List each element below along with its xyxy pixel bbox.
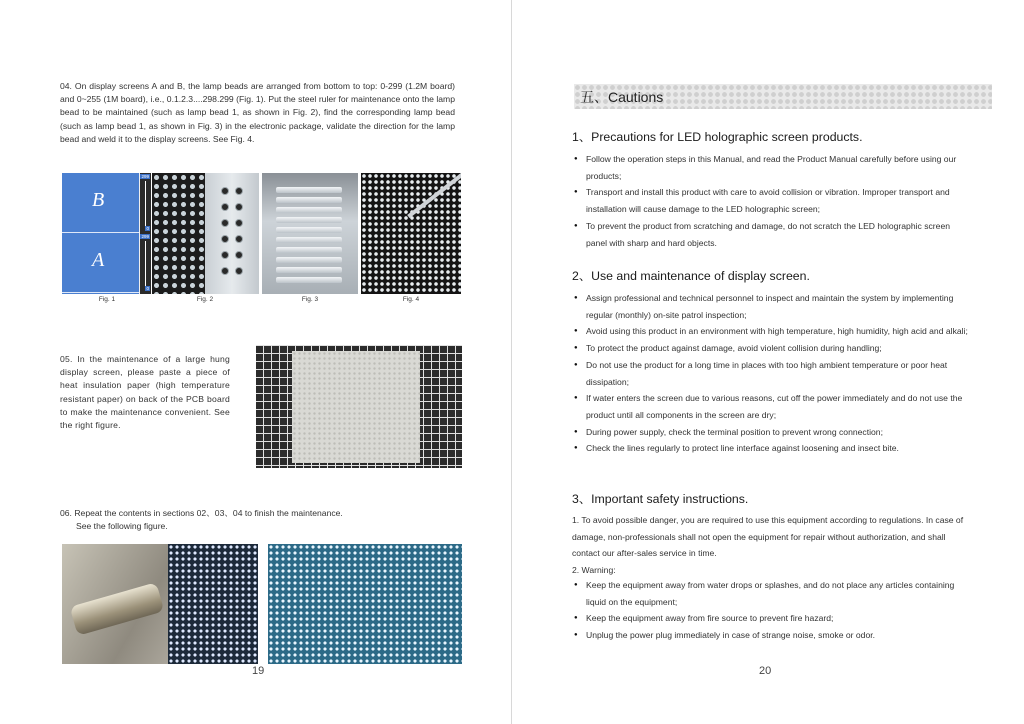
steel-ruler [205,173,259,294]
screen-b [62,173,139,233]
figure-1-diagram [62,173,151,294]
heading-safety: 3、Important safety instructions. [572,492,749,506]
list-item: ● Transport and install this product with care to avoid collision or vibration. Improper transport and installation will cause damage to the LED holographic screen; [574,184,964,217]
list-item: ● During power supply, check the terminal position to prevent wrong connection; [574,424,969,441]
list-item: ● If water enters the screen due to various reasons, cut off the power immediately and do not use the product until all components in the screen are dry; [574,390,969,423]
caption-fig-1: Fig. 1 [98,296,116,303]
figure-screen-photo [268,544,462,664]
list-item: ● Keep the equipment away from fire source to prevent fire hazard; [574,610,966,627]
section-title-band [574,84,992,109]
list-item: ● Follow the operation steps in this Manual, and read the Product Manual carefully before using our products; [574,151,964,184]
tag-299-mid: 299 [141,234,149,239]
screen-a [62,233,139,293]
list-item: ● To prevent the product from scratching and damage, do not scratch the LED holographic screen panel with sharp and hard objects. [574,218,964,251]
tag-299-top: 299 [141,174,149,179]
screen-b-label: B [92,189,105,211]
precautions-list [574,151,964,251]
list-item: ● Assign professional and technical personnel to inspect and maintain the system by implementing regular (monthly) on-site patrol inspection; [574,290,969,323]
list-item: ● Unplug the power plug immediately in case of strange noise, smoke or odor. [574,627,966,644]
list-item: ● To protect the product against damage, avoid violent collision during handling; [574,340,969,357]
page-number-20: 20 [759,665,772,677]
screen-a-label: A [92,249,105,271]
figure-2-photo [152,173,259,294]
list-item: ● Keep the equipment away from water drops or splashes, and do not place any articles containing liquid on the equipment; [574,577,966,610]
list-item: ● Avoid using this product in an environment with high temperature, high humidity, high acid and alkali; [574,323,969,340]
paragraph-05: 05. In the maintenance of a large hung display screen, please paste a piece of heat insulation paper (high temperature resistant paper) on back of the PCB board to make the maintenance convenient. See the right figure. [60,354,230,431]
page-number-19: 19 [252,665,265,677]
soldering-tool [70,582,165,636]
list-item: ● Do not use the product for a long time in places with too high ambient temperature or poor heat dissipation; [574,357,969,390]
figure-heat-insulation-photo [256,345,462,468]
caption-fig-4: Fig. 4 [402,296,420,303]
maintenance-list [574,290,969,457]
tag-0-bottom: 0 [146,286,149,291]
safety-warning-label: 2. Warning: [572,565,616,575]
caption-fig-2: Fig. 2 [196,296,214,303]
paragraph-04: 04. On display screens A and B, the lamp beads are arranged from bottom to top: 0-299 (1.2M board) and 0~255 (1M board), i.e., 0.1.2.3....298.299 (Fig. 1). Put the steel ruler for maintenance onto the lamp bead to be maintained (such as lamp bead 1, as shown in Fig. 2), find the corresponding lamp bead (such as lamp bead 1, as shown in Fig. 3) in the electronic package, validate the direction for the lamp bead and weld it to the display screens. See Fig. 4. [60,81,455,144]
list-item: ● Check the lines regularly to protect line interface against loosening and insect bite. [574,440,969,457]
heading-use-maintenance: 2、Use and maintenance of display screen. [572,269,810,283]
figure-3-photo [262,173,358,294]
figure-soldering-photo [62,544,258,664]
figure-4-photo [361,173,461,294]
tag-0-mid: 0 [146,226,149,231]
paragraph-06: 06. Repeat the contents in sections 02、03、04 to finish the maintenance. [60,508,343,518]
section-title: 五、Cautions [580,89,664,105]
safety-paragraph-1: 1. To avoid possible danger, you are required to use this equipment according to regulations. In case of damage, non-professionals shall not open the equipment for repair without authorization, and shall contact our after-sales service in time. [572,515,964,558]
caption-fig-3: Fig. 3 [301,296,319,303]
warning-list [574,577,966,644]
paragraph-06-note: See the following figure. [76,521,168,531]
heat-insulation-paper [292,351,420,463]
heading-precautions: 1、Precautions for LED holographic screen products. [572,130,863,144]
